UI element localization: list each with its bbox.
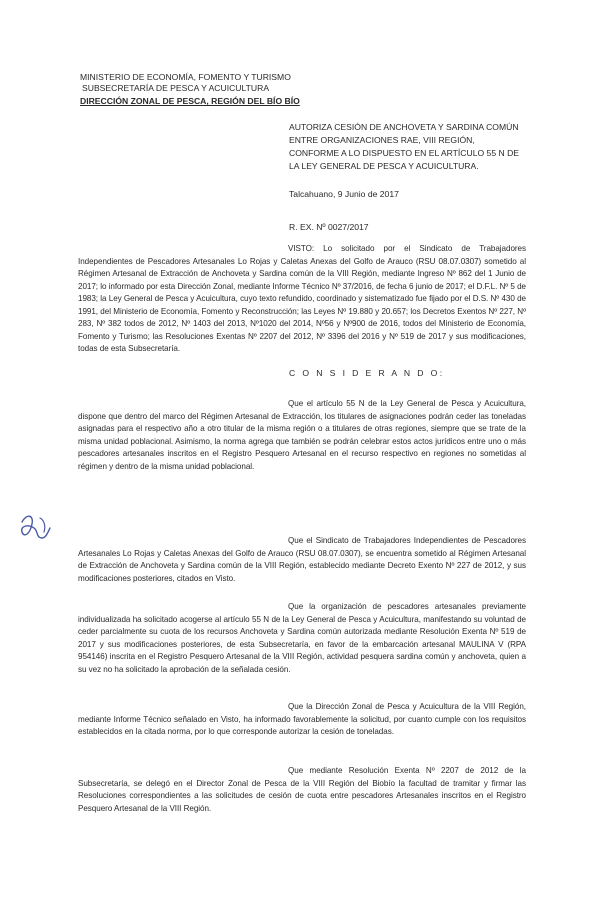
considerando-heading: C O N S I D E R A N D O: [289,368,445,378]
visto-paragraph: VISTO: Lo solicitado por el Sindicato de Trabajadores Independientes de Pescadores Artesanales Lo Rojas y Caletas Anexas del Golfo de Arauco (RSU 08.07.0307) sometido al Régimen Artesanal de Extracción de Anchoveta y Sardina común de la VIII Región, mediante Ingreso Nº 862 del 1 Junio de 2017; lo informado por esta Dirección Zonal, mediante Informe Técnico Nº 37/2016, de fecha 6 junio de 2017; el D.F.L. Nº 5 de 1983; la Ley General de Pesca y Acuicultura, cuyo texto refundido, coordinado y sistematizado fue fijado por el D.S. Nº 430 de 1991, del Ministerio de Economía, Fomento y Reconstrucción; las Leyes Nº 19.880 y 20.657; los Decretos Exentos Nº 227, Nº 283, Nº 382 todos de 2012, Nº 1403 del 2013, Nº1020 del 2014, Nº56 y Nº900 de 2016, todos del Ministerio de Economía, Fomento y Turismo; las Resoluciones Exentas Nº 2207 del 2012, Nº 3396 del 2016 y Nº 519 de 2017 y sus modificaciones, todas de esta Subsecretaría. [78,244,526,353]
direccion-zonal-line: DIRECCIÓN ZONAL DE PESCA, REGIÓN DEL BÍO BÍO [80,96,300,106]
ministry-line: MINISTERIO DE ECONOMÍA, FOMENTO Y TURISMO [80,72,291,82]
resolution-subject: AUTORIZA CESIÓN DE ANCHOVETA Y SARDINA COMÚN ENTRE ORGANIZACIONES RAE, VIII REGIÓN, CONFORME A LO DISPUESTO EN EL ARTÍCULO 55 N DE LA LEY GENERAL DE PESCA Y ACUICULTURA. [289,122,520,171]
resolution-number: R. EX. Nº 0027/2017 [289,222,369,232]
subsecretaria-line: SUBSECRETARÍA DE PESCA Y ACUICULTURA [82,83,270,93]
place-date: Talcahuano, 9 Junio de 2017 [289,189,399,199]
considerando-paragraph-1: Que el artículo 55 N de la Ley General de Pesca y Acuicultura, dispone que dentro del marco del Régimen Artesanal de Extracción, los titulares de asignaciones podrán ceder las toneladas asignadas para el respectivo año a otro titular de la misma región o a titulares de otras regiones, siempre que se trate de la misma unidad poblacional. Asimismo, la norma agrega que también se podrán celebrar estos actos jurídicos entre uno o más pescadores artesanales inscritos en el Registro Pesquero Artesanal en el recurso respectivo en regiones no sometidas al régimen y dentro de la misma unidad poblacional. [78,399,526,471]
considerando-paragraph-2: Que el Sindicato de Trabajadores Independientes de Pescadores Artesanales Lo Rojas y Caletas Anexas del Golfo de Arauco (RSU 08.07.0307), se encuentra sometido al Régimen Artesanal de Extracción de Anchoveta y Sardina común de la VIII Región, establecido mediante Decreto Exento Nº 227 de 2012, y sus modificaciones posteriores, citados en Visto. [78,536,526,583]
considerando-paragraph-4: Que la Dirección Zonal de Pesca y Acuicultura de la VIII Región, mediante Informe Técnico señalado en Visto, ha informado favorablemente la solicitud, por cuanto cumple con los requisitos establecidos en la citada norma, por lo que corresponde autorizar la cesión de toneladas. [78,702,526,736]
considerando-paragraph-5: Que mediante Resolución Exenta Nº 2207 de 2012 de la Subsecretaría, se delegó en el Director Zonal de Pesca de la VIII Región del Biobío la facultad de tramitar y firmar las Resoluciones correspondientes a las solicitudes de cesión de cuota entre pescadores Artesanales inscritos en el Registro Pesquero Artesanal de la VIII Región. [78,766,526,813]
handwritten-initials-mark [16,508,58,548]
considerando-paragraph-3: Que la organización de pescadores artesanales previamente individualizada ha solicitado acogerse al artículo 55 N de la Ley General de Pesca y Acuicultura, manifestando su voluntad de ceder parcialmente su cuota de los recursos Anchoveta y Sardina común autorizada mediante Resolución Exenta Nº 519 de 2017 y sus modificaciones posteriores, de esta Subsecretaría, en favor de la embarcación artesanal MAULINA V (RPA 954146) inscrita en el Registro Pesquero Artesanal de la VIII Región, actividad pesquera sardina común y anchoveta, quien a su vez no ha solicitado la aprobación de la señalada cesión. [78,602,526,674]
